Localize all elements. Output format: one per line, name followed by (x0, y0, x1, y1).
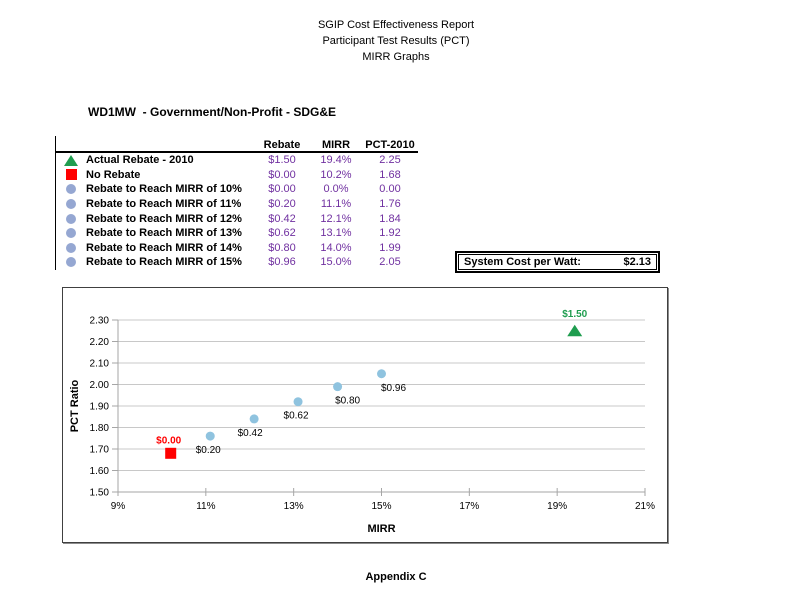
mirr-value: 12.1% (320, 212, 352, 225)
table-row (56, 211, 418, 226)
row-label: Rebate to Reach MIRR of 14% (86, 241, 242, 254)
pct-value: 1.99 (379, 241, 401, 254)
table-row (56, 182, 418, 197)
table-row (56, 197, 418, 212)
x-tick-label: 13% (283, 501, 304, 512)
rebate-value: $0.62 (268, 227, 296, 240)
x-tick-label: 11% (196, 501, 216, 512)
blue-circle-icon (66, 257, 76, 267)
report-title-line1: SGIP Cost Effectiveness Report (317, 19, 475, 31)
y-tick-label: 1.60 (89, 466, 109, 477)
section-heading: WD1MW - Government/Non-Profit - SDG&E (88, 105, 336, 119)
row-label: Rebate to Reach MIRR of 10% (86, 183, 242, 196)
system-cost-label: System Cost per Watt: (464, 256, 581, 268)
table-row (56, 255, 418, 270)
table-row (56, 241, 418, 256)
rebate-value: $0.00 (268, 183, 296, 196)
mirr-value: 14.0% (320, 241, 352, 254)
chart-point-circle (333, 382, 342, 391)
row-label: Actual Rebate - 2010 (86, 154, 194, 167)
rebate-value: $0.42 (268, 212, 296, 225)
system-cost-value: $2.13 (623, 256, 651, 268)
pct-value: 1.92 (379, 227, 401, 240)
system-cost-box (455, 251, 660, 273)
x-tick-label: 15% (371, 501, 392, 512)
chart-point-label: $0.62 (283, 410, 309, 422)
pct-value: 1.84 (379, 212, 401, 225)
rebate-value: $0.00 (268, 168, 296, 181)
report-title-line3: MIRR Graphs (362, 51, 430, 63)
chart-point-label: $0.80 (335, 395, 361, 407)
rebate-value: $0.20 (268, 198, 296, 211)
y-tick-label: 2.00 (89, 380, 109, 391)
row-label: Rebate to Reach MIRR of 13% (86, 227, 242, 240)
chart-point-label: $0.42 (237, 427, 263, 439)
x-tick-label: 19% (547, 501, 568, 512)
red-square-icon (66, 169, 77, 180)
pct-value: 1.68 (379, 168, 401, 181)
y-tick-label: 2.20 (89, 337, 109, 348)
table-row (56, 153, 418, 168)
chart-point-circle (294, 397, 303, 406)
row-label: No Rebate (86, 168, 141, 181)
chart-point-label: $0.96 (380, 382, 407, 394)
rebate-summary-table (55, 136, 418, 270)
table-row (56, 168, 418, 183)
appendix-footer: Appendix C (365, 571, 427, 583)
x-tick-label: 9% (110, 501, 126, 512)
blue-circle-icon (66, 228, 76, 238)
table-row (56, 226, 418, 241)
x-tick-label: 17% (459, 501, 480, 512)
x-axis-title: MIRR (367, 523, 396, 535)
blue-circle-icon (66, 243, 76, 253)
row-label: Rebate to Reach MIRR of 11% (86, 198, 242, 211)
chart-point-square (165, 448, 176, 459)
y-tick-label: 1.70 (89, 444, 109, 456)
chart-point-label: $0.00 (156, 435, 182, 447)
y-tick-label: 1.80 (89, 423, 109, 434)
pct-value: 2.05 (379, 256, 401, 269)
mirr-value: 11.1% (320, 198, 352, 211)
y-axis-title: PCT Ratio (69, 379, 81, 433)
mirr-value: 13.1% (320, 227, 352, 240)
column-header-mirr: MIRR (321, 139, 351, 151)
column-header-rebate: Rebate (263, 139, 301, 151)
chart-point-circle (377, 369, 386, 378)
table-header-row (56, 136, 418, 153)
report-title-block (0, 17, 792, 65)
blue-circle-icon (66, 214, 76, 224)
pct-value: 0.00 (379, 183, 401, 196)
mirr-value: 19.4% (320, 154, 352, 167)
mirr-value: 10.2% (320, 168, 352, 181)
green-triangle-icon (64, 155, 78, 166)
chart-point-label: $1.50 (562, 308, 588, 320)
y-tick-label: 2.30 (89, 315, 109, 327)
rebate-value: $0.80 (268, 241, 296, 254)
column-header-pct: PCT-2010 (365, 139, 415, 151)
x-tick-label: 21% (634, 501, 656, 512)
row-label: Rebate to Reach MIRR of 15% (86, 256, 242, 269)
chart-point-circle (250, 414, 259, 423)
pct-value: 2.25 (379, 154, 401, 167)
row-label: Rebate to Reach MIRR of 12% (86, 212, 242, 225)
rebate-value: $0.96 (268, 256, 296, 269)
rebate-value: $1.50 (268, 154, 296, 167)
y-tick-label: 2.10 (89, 358, 109, 370)
mirr-value: 15.0% (320, 256, 352, 269)
y-tick-label: 1.50 (89, 487, 109, 499)
mirr-value: 0.0% (323, 183, 349, 196)
mirr-scatter-chart (62, 287, 668, 543)
blue-circle-icon (66, 184, 76, 194)
chart-point-label: $0.20 (195, 445, 221, 457)
y-tick-label: 1.90 (89, 401, 109, 413)
chart-point-triangle (567, 325, 582, 337)
blue-circle-icon (66, 199, 76, 209)
report-title-line2: Participant Test Results (PCT) (322, 35, 470, 47)
pct-value: 1.76 (379, 198, 401, 211)
chart-canvas (63, 288, 665, 540)
chart-point-circle (206, 432, 215, 441)
